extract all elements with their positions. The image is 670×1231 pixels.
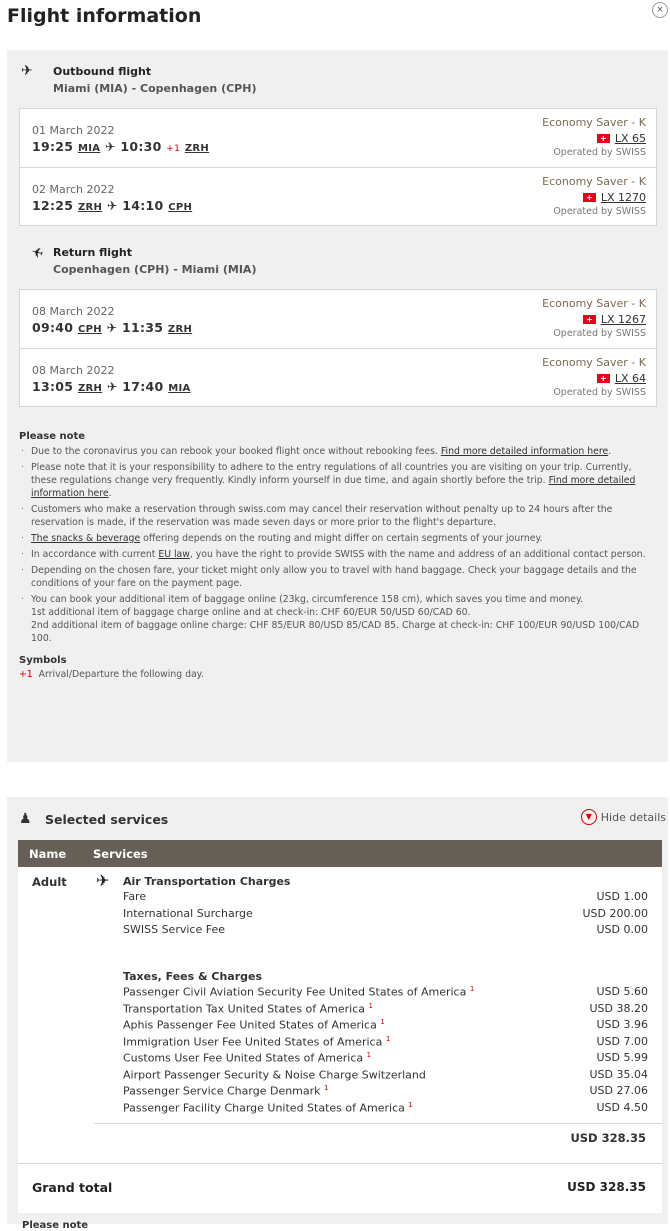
- departure-plane-icon: ✈: [21, 63, 33, 79]
- note-item: · Depending on the chosen fare, your ticket might only allow you to travel with hand baggage. Check your baggage details and the conditions of your fare on the payment page.: [19, 564, 659, 590]
- please-note: [19, 430, 659, 681]
- note-heading: Please note: [19, 431, 86, 442]
- swiss-flag-icon: +: [597, 134, 610, 143]
- flight-number-link[interactable]: LX 64: [614, 372, 646, 385]
- airport-link[interactable]: ZRH: [77, 202, 103, 213]
- plane-icon: ✈: [96, 871, 110, 890]
- swiss-flag-icon: +: [583, 315, 596, 324]
- info-link[interactable]: Find more detailed information here: [31, 475, 636, 499]
- partial-heading: Please note: [22, 1220, 89, 1231]
- flight-panel: [7, 50, 668, 762]
- segment-times: 19:25 MIA ✈ 10:30 +1 ZRH: [32, 139, 210, 154]
- snacks-link[interactable]: The snacks & beverage: [31, 533, 141, 544]
- page-title: Flight information: [7, 5, 202, 27]
- operator: Operated by SWISS: [553, 147, 646, 158]
- flight-number-link[interactable]: LX 1270: [600, 191, 646, 204]
- swiss-flag-icon: +: [597, 374, 610, 383]
- passenger-type: Adult: [32, 875, 67, 889]
- charge-row: Aphis Passenger Fee United States of America $^1$ USD 3.96: [123, 1018, 648, 1032]
- outbound-segments: [19, 108, 657, 226]
- segment-row: [20, 109, 656, 167]
- charge-row: Passenger Service Charge Denmark $^1$ USD 27.06: [123, 1084, 648, 1098]
- services-header: [19, 811, 168, 827]
- note-item: · In accordance with current EU law, you have the right to provide SWISS with the name and address of an additional contact person.: [19, 548, 659, 561]
- charge-row: Transportation Tax United States of America $^1$ USD 38.20: [123, 1001, 648, 1016]
- arrival-plane-icon: ✈: [29, 244, 45, 263]
- flight-number-link[interactable]: LX 1267: [600, 313, 646, 326]
- collapse-icon: ▼: [581, 809, 597, 825]
- air-charges: Air Transportation Charges Fare USD 1.00 International Surcharge USD 200.00 SWISS Service Fee USD 0.00: [123, 875, 648, 940]
- segment-row: [20, 290, 656, 348]
- airport-link[interactable]: CPH: [168, 202, 193, 213]
- subtotal: USD 328.35: [570, 1131, 646, 1145]
- charge-row: Passenger Facility Charge United States of America $^1$ USD 4.50: [123, 1100, 648, 1115]
- airport-link[interactable]: MIA: [77, 143, 101, 154]
- note-item: · Due to the coronavirus you can rebook your booked flight once without rebooking fees. Find more detailed information here.: [19, 445, 659, 458]
- flight-number-link[interactable]: LX 65: [614, 132, 646, 145]
- charge-row: Fare USD 1.00: [123, 890, 648, 903]
- segment-times: 12:25 ZRH ✈ 14:10 CPH: [32, 198, 193, 213]
- eu-law-link[interactable]: EU law: [158, 549, 190, 560]
- grand-total-label: Grand total: [32, 1180, 113, 1195]
- charge-row: Passenger Civil Aviation Security Fee United States of America $^1$ USD 5.60: [123, 985, 648, 999]
- fare-class: Economy Saver - K: [542, 116, 646, 129]
- note-item: · Customers who make a reservation through swiss.com may cancel their reservation without penalty up to 24 hours after the reservation is made, if the reservation was made seven days or more prior to the flight's departure.: [19, 503, 659, 529]
- charge-row: Customs User Fee United States of America $^1$ USD 5.99: [123, 1051, 648, 1065]
- info-link[interactable]: Find more detailed information here: [440, 446, 609, 457]
- charge-row: Airport Passenger Security & Noise Charge Switzerland USD 35.04: [123, 1067, 648, 1082]
- outbound-header: [21, 65, 256, 95]
- note-item: · Please note that it is your responsibility to adhere to the entry regulations of all countries you are visiting on your trip. Currently, these regulations change very frequently. Kindly inform yourself in due time, and again shortly before the trip. Find more detailed information here.: [19, 461, 659, 500]
- tax-charges: Taxes, Fees & Charges Passenger Civil Aviation Security Fee United States of America $^1$ USD 5.60 Transportation Tax United States of America $^1$ USD 38.20 Aphis Passenger Fee United States of America $^1$ USD 3.96 Immigration User Fee United States of America $^1$ USD 7.00 Customs User Fee United States of America $^1$ USD 5.99 Airport Passenger Security & Noise Charge Switzerland USD 35.04 Passenger Service Charge Denmark $^1$ USD 27.06 Passenger Facility Charge United States of America $^1$ USD 4.50: [123, 970, 648, 1117]
- swiss-flag-icon: +: [583, 193, 596, 202]
- operator: Operated by SWISS: [553, 206, 646, 217]
- segment-times: 09:40 CPH ✈ 11:35 ZRH: [32, 320, 193, 335]
- operator: Operated by SWISS: [553, 328, 646, 339]
- airport-link[interactable]: ZRH: [167, 324, 193, 335]
- fare-class: Economy Saver - K: [542, 297, 646, 310]
- outbound-label: Outbound flight: [53, 65, 152, 78]
- airport-link[interactable]: MIA: [168, 383, 191, 394]
- segment-times: 13:05 ZRH ✈ 17:40 MIA: [32, 379, 191, 394]
- symbols-heading: Symbols: [19, 655, 67, 666]
- operator: Operated by SWISS: [553, 387, 646, 398]
- airport-link[interactable]: CPH: [77, 324, 102, 335]
- divider: [94, 1123, 662, 1124]
- note-item: · You can book your additional item of baggage online (23kg, circumference 158 cm), which saves you time and money. 1st additional item of baggage charge online and at check-in: CHF 60/EUR 50/USD 60/CAD 60. 2nd additional item of baggage online charge: CHF 85/EUR 80/USD 85/CAD 85. Charge at check-in: CHF 100/EUR 90/USD 100/CAD 100.: [19, 593, 659, 645]
- segment-row: [20, 167, 656, 225]
- services-table-body: [18, 867, 662, 1163]
- grand-total-value: USD 328.35: [567, 1180, 646, 1194]
- airport-link[interactable]: ZRH: [184, 143, 210, 154]
- segment-row: [20, 348, 656, 406]
- charge-row: Immigration User Fee United States of America $^1$ USD 7.00: [123, 1034, 648, 1049]
- close-button[interactable]: ×: [652, 2, 668, 18]
- grand-total-row: [18, 1163, 662, 1213]
- return-header: [21, 246, 256, 276]
- fare-class: Economy Saver - K: [542, 356, 646, 369]
- symbol-row: +1 Arrival/Departure the following day.: [19, 669, 204, 680]
- hide-details-button[interactable]: ▼ Hide details: [581, 809, 666, 825]
- segment-date: 02 March 2022: [32, 183, 115, 196]
- airport-link[interactable]: ZRH: [77, 383, 103, 394]
- selected-services-panel: [7, 797, 668, 1224]
- segment-date: 08 March 2022: [32, 364, 115, 377]
- return-segments: [19, 289, 657, 407]
- fare-class: Economy Saver - K: [542, 175, 646, 188]
- charge-row: International Surcharge USD 200.00: [123, 906, 648, 920]
- segment-date: 01 March 2022: [32, 124, 115, 137]
- return-route: Copenhagen (CPH) - Miami (MIA): [53, 263, 257, 276]
- charge-row: SWISS Service Fee USD 0.00: [123, 923, 648, 936]
- person-icon: ♟: [19, 811, 32, 827]
- segment-date: 08 March 2022: [32, 305, 115, 318]
- table-header: Name Services: [18, 840, 662, 867]
- return-label: Return flight: [53, 246, 132, 259]
- services-title: Selected services: [45, 811, 169, 827]
- outbound-route: Miami (MIA) - Copenhagen (CPH): [53, 82, 257, 95]
- note-item: · The snacks & beverage offering depends on the routing and might differ on certain segments of your journey.: [19, 532, 659, 545]
